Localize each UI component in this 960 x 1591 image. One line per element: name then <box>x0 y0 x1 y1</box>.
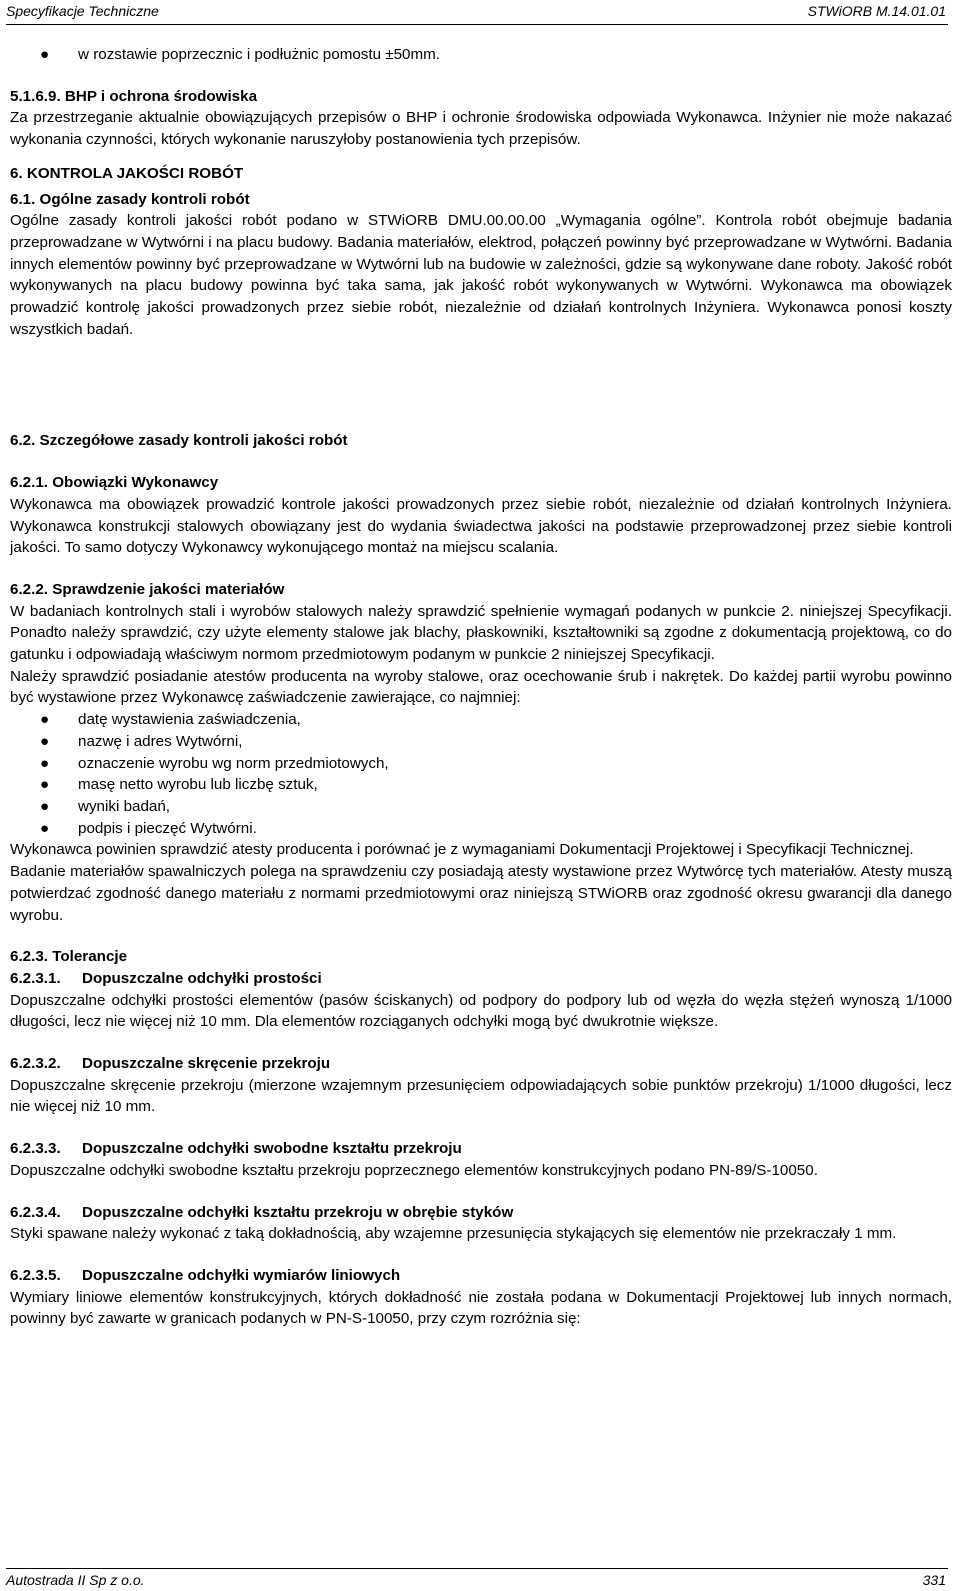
section-text-622-p3: Wykonawca powinien sprawdzić atesty producenta i porównać je z wymaganiami Dokumentacji Projektowej i Specyfikacji Technicznej. <box>10 841 914 859</box>
section-text-622-p4: Badanie materiałów spawalniczych polega na sprawdzeniu czy posiadają atesty wystawione przez Wytwórcę tych materiałów. Atesty muszą potwierdzać zgodność danego materiału z normami przedmiotowymi oraz niniejszą STWiORB oraz zgodność okresu gwarancji dla danego wyrobu. <box>10 863 952 924</box>
page-number: 331 <box>922 1572 946 1588</box>
section-text-6232: Dopuszczalne skręcenie przekroju (mierzone wzajemnym przesunięciem odpowiadających sobie punktów przekroju) 1/1000 długości, lecz nie więcej niż 10 mm. <box>10 1076 952 1116</box>
bullet-icon: ● <box>40 754 50 772</box>
section-title-5169: 5.1.6.9. BHP i ochrona środowiska <box>10 87 258 105</box>
footer-divider <box>6 1568 948 1569</box>
section-title-6: 6. KONTROLA JAKOŚCI ROBÓT <box>10 164 244 182</box>
bullet-icon: ● <box>40 819 50 837</box>
list-item: ● wyniki badań, <box>10 796 952 818</box>
list-item: ● nazwę i adres Wytwórni, <box>10 731 952 753</box>
list-item: ● datę wystawienia zaświadczenia, <box>10 709 952 731</box>
list-item: ● oznaczenie wyrobu wg norm przedmiotowych, <box>10 753 952 775</box>
section-text-621: Wykonawca ma obowiązek prowadzić kontrole jakości prowadzonych przez siebie robót, niezależnie od działań kontrolnych Inżyniera. Wykonawca konstrukcji stalowych obowiązany jest do wydania świadectwa jakości na podstawie przeprowadzonej przez siebie kontroli jakości. To samo dotyczy Wykonawcy wykonującego montaż na miejscu scalania. <box>10 495 952 557</box>
section-text-61: Ogólne zasady kontroli jakości robót podano w STWiORB DMU.00.00.00 „Wymagania ogólne”. Kontrola robót obejmuje badania przeprowadzane w Wytwórni i na placu budowy. Badania materiałów, elektrod, połączeń powinny być przeprowadzane w Wytwórni. Badania innych elementów powinny być przeprowadzane w Wytwórni lub na budowie w zależności, gdzie są wykonywane dane roboty. Jakość robót wykonywanych na placu budowy powinna być taka sama, jak jakość robót wykonywanych w Wytwórni. Wykonawca ma obowiązek prowadzić kontrolę jakości prowadzonych przez siebie robót, niezależnie od działań kontrolnych Inżyniera. Wykonawca ponosi koszty wszystkich badań. <box>10 212 952 338</box>
section-title-621: 6.2.1. Obowiązki Wykonawcy <box>10 474 219 492</box>
section-title-6235: 6.2.3.5. Dopuszczalne odchyłki wymiarów liniowych <box>10 1266 401 1284</box>
section-title-623: 6.2.3. Tolerancje <box>10 948 128 966</box>
section-title-61: 6.1. Ogólne zasady kontroli robót <box>10 190 250 208</box>
section-title-6232: 6.2.3.2. Dopuszczalne skręcenie przekroju <box>10 1055 331 1073</box>
bullet-icon: ● <box>40 732 50 750</box>
section-title-6234: 6.2.3.4. Dopuszczalne odchyłki kształtu przekroju w obrębie styków <box>10 1203 514 1221</box>
section-title-622: 6.2.2. Sprawdzenie jakości materiałów <box>10 580 285 598</box>
list-item <box>10 44 952 66</box>
page-header <box>0 0 960 26</box>
section-text-6233: Dopuszczalne odchyłki swobodne kształtu przekroju poprzecznego elementów konstrukcyjnych podano PN-89/S-10050. <box>10 1161 818 1179</box>
section-text-622-p2: Należy sprawdzić posiadanie atestów producenta na wyroby stalowe, oraz ocechowanie śrub i nakrętek. Do każdej partii wyrobu powinno być wystawione przez Wykonawcę zaświadczenie zawierające, co najmniej: <box>10 667 952 707</box>
header-doc-title: Specyfikacje Techniczne <box>6 3 159 19</box>
bullet-icon: ● <box>40 46 50 63</box>
intro-list <box>10 44 952 66</box>
section-text-6234: Styki spawane należy wykonać z taką dokładnością, aby wzajemne przesunięcia stykających się elementów nie przekraczały 1 mm. <box>10 1225 897 1243</box>
section-text-6231: Dopuszczalne odchyłki prostości elementów (pasów ściskanych) od podpory do podpory lub od węzła do węzła stężeń wynoszą 1/1000 długości, lecz nie więcej niż 10 mm. Dla elementów rozciąganych odchyłki mogą być dwukrotnie większe. <box>10 991 952 1031</box>
certificate-contents-list <box>10 709 952 839</box>
list-item: ● podpis i pieczęć Wytwórni. <box>10 818 952 840</box>
header-divider <box>6 24 948 25</box>
list-item-text: w rozstawie poprzecznic i podłużnic pomostu ±50mm. <box>78 46 441 63</box>
bullet-icon: ● <box>40 797 50 815</box>
footer-company: Autostrada II Sp z o.o. <box>6 1572 145 1588</box>
section-title-6231: 6.2.3.1. Dopuszczalne odchyłki prostości <box>10 969 322 987</box>
header-doc-code: STWiORB M.14.01.01 <box>807 3 946 19</box>
list-item: ● masę netto wyrobu lub liczbę sztuk, <box>10 774 952 796</box>
section-title-6233: 6.2.3.3. Dopuszczalne odchyłki swobodne kształtu przekroju <box>10 1140 462 1158</box>
document-body <box>10 44 952 1330</box>
section-text-5169: Za przestrzeganie aktualnie obowiązujących przepisów o BHP i ochronie środowiska odpowiada Wykonawca. Inżynier nie może nakazać wykonania czynności, których wykonanie naruszyłoby postanowienia tych przepisów. <box>10 109 952 149</box>
bullet-icon: ● <box>40 711 50 729</box>
section-title-62: 6.2. Szczegółowe zasady kontroli jakości robót <box>10 432 348 450</box>
section-text-622-p1: W badaniach kontrolnych stali i wyrobów stalowych należy sprawdzić spełnienie wymagań podanych w punkcie 2. niniejszej Specyfikacji. Ponadto należy sprawdzić, czy użyte elementy stalowe jak blachy, płaskowniki, kształtowniki są zgodne z dokumentacją projektową, co do gatunku i odpowiadają właściwym normom przedmiotowym podanym w punkcie 2 niniejszej Specyfikacji. <box>10 602 952 664</box>
section-text-6235: Wymiary liniowe elementów konstrukcyjnych, których dokładność nie została podana w Dokumentacji Projektowej lub innych normach, powinny być zawarte w granicach podanych w PN-S-10050, przy czym rozróżnia się: <box>10 1288 952 1328</box>
bullet-icon: ● <box>40 776 50 794</box>
